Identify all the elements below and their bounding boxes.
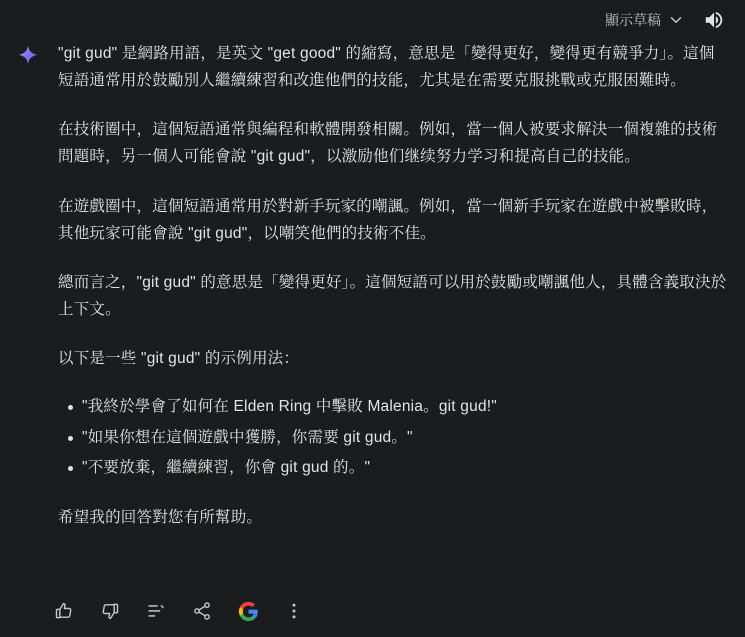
avatar (12, 40, 44, 553)
text-format-icon[interactable] (138, 593, 174, 629)
list-item: "不要放棄，繼續練習，你會 git gud 的。" (82, 455, 729, 482)
volume-up-icon[interactable] (697, 3, 731, 37)
thumb-up-icon[interactable] (46, 593, 82, 629)
closing-paragraph: 希望我的回答對您有所幫助。 (58, 509, 263, 527)
show-drafts-button[interactable] (595, 5, 691, 35)
paragraph-1: "git gud" 是網路用語，是英文 "get good" 的縮寫，意思是「變得更好，變得更有競爭力」。這個短語通常用於鼓勵別人繼續練習和改進他們的技能，尤其是在需要克服挑戰或克服困難時。 (58, 45, 715, 90)
list-item: "如果你想在這個遊戲中獲勝，你需要 git gud。" (82, 425, 729, 452)
message-body (44, 40, 731, 553)
google-search-icon[interactable] (230, 593, 266, 629)
chevron-down-icon[interactable] (667, 11, 685, 29)
more-options-icon[interactable] (276, 593, 312, 629)
examples-list (58, 394, 729, 482)
paragraph-4: 總而言之，"git gud" 的意思是「變得更好」。這個短語可以用於鼓勵或嘲諷他人，具體含義取決於上下文。 (58, 273, 727, 318)
thumb-down-icon[interactable] (92, 593, 128, 629)
list-item: "我終於學會了如何在 Elden Ring 中擊敗 Malenia。git gud!" (82, 394, 729, 421)
share-icon[interactable] (184, 593, 220, 629)
message-actions (46, 593, 312, 629)
paragraph-5: 以下是一些 "git gud" 的示例用法： (58, 350, 300, 367)
paragraph-2: 在技術圈中，這個短語通常與編程和軟體開發相關。例如，當一個人被要求解決一個複雜的技術問題時，另一個人可能會說 "git gud"，以激励他们继续努力学习和提高自己的技能。 (58, 121, 718, 166)
response-toolbar (0, 0, 745, 40)
gemini-sparkle-icon (15, 44, 41, 553)
show-drafts-label: 顯示草稿 (605, 12, 661, 28)
paragraph-3: 在遊戲圈中，這個短語通常用於對新手玩家的嘲諷。例如，當一個新手玩家在遊戲中被擊敗時，其他玩家可能會說 "git gud"，以嘲笑他們的技術不佳。 (58, 197, 718, 242)
assistant-message (0, 40, 745, 553)
